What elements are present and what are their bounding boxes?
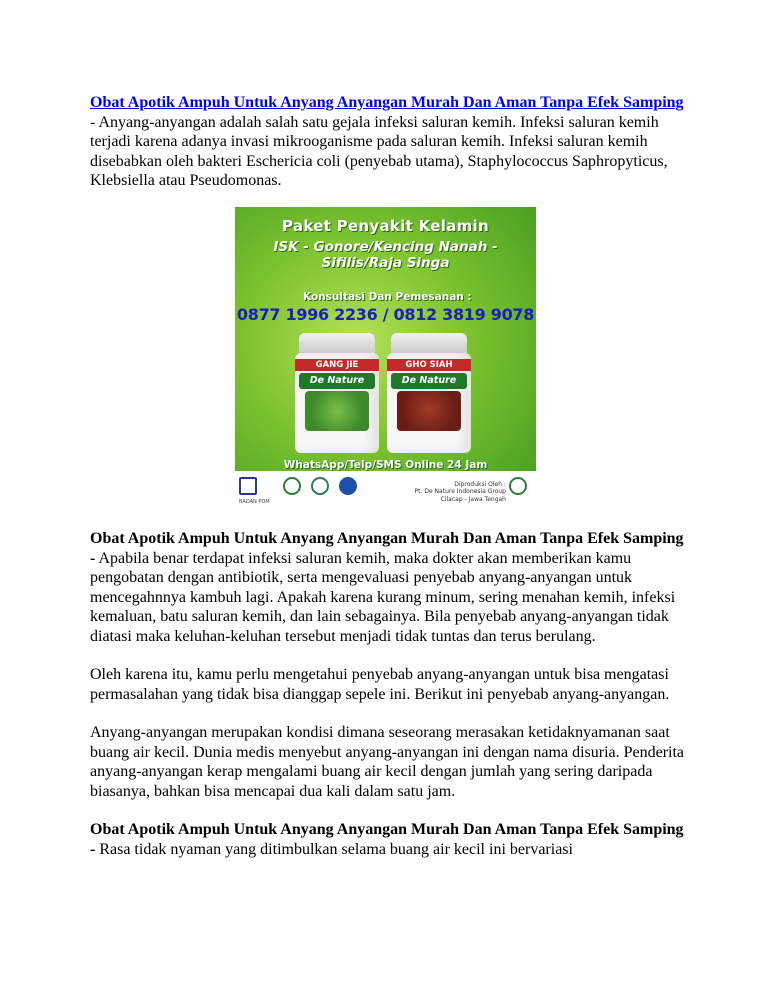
paragraph-4: Anyang-anyangan merupakan kondisi dimana seseorang merasakan ketidaknyamanan saat buang air kecil. Dunia medis menyebut anyang-anyangan ini dengan nama disuria. Penderita anyang-anyangan kerap mengalami buang air kecil dengan jumlah yang sering daripada biasanya, bahkan bisa mencapai dua kali dalam satu jam. <box>90 724 685 800</box>
document-body <box>90 93 690 210</box>
title-link[interactable]: Obat Apotik Ampuh Untuk Anyang Anyangan Murah Dan Aman Tanpa Efek Samping <box>90 94 684 111</box>
jar-brand: De Nature <box>299 373 375 389</box>
halal-seal-icon <box>311 477 329 495</box>
paragraph-2-heading: Obat Apotik Ampuh Untuk Anyang Anyangan Murah Dan Aman Tanpa Efek Samping - <box>90 530 684 567</box>
producer-info: Diproduksi Oleh : Pt. De Nature Indonesia Group Cilacap - Jawa Tengah <box>414 480 506 503</box>
jar-lid <box>391 333 467 355</box>
paragraph-2 <box>90 529 690 646</box>
paragraph-5 <box>90 820 690 859</box>
product-promo-image <box>235 207 536 507</box>
promo-consult-label: Konsultasi Dan Pemesanan : <box>303 291 472 303</box>
document-body-continued <box>90 529 690 859</box>
jar-label: GHO SIAH <box>387 359 471 371</box>
product-jar-gang-jie <box>295 333 379 453</box>
intro-text: - Anyang-anyangan adalah salah satu gejala infeksi saluran kemih. Infeksi saluran kemih terjadi karena adanya invasi mikrooganisme pada saluran kemih. Infeksi saluran kemih disebabkan oleh bakteri Eschericia coli (penyebab utama), Staphylococcus Saphropyticus, Klebsiella atau Pseudomonas. <box>90 113 668 189</box>
badan-pom-logo-icon <box>239 477 257 495</box>
promo-subheadline: ISK - Gonore/Kencing Nanah - Sifilis/Raja Singa <box>273 239 498 271</box>
leaf-seal-icon <box>283 477 301 495</box>
jar-brand: De Nature <box>391 373 467 389</box>
promo-headline: Paket Penyakit Kelamin <box>282 217 489 235</box>
paragraph-5-text: Rasa tidak nyaman yang ditimbulkan selama buang air kecil ini bervariasi <box>95 840 573 858</box>
herb-powder-image <box>397 391 461 431</box>
herb-leaf-image <box>305 391 369 431</box>
promo-contact-hours: WhatsApp/Telp/SMS Online 24 Jam <box>283 459 488 471</box>
paragraph-5-heading: Obat Apotik Ampuh Untuk Anyang Anyangan Murah Dan Aman Tanpa Efek Samping - <box>90 821 684 858</box>
promo-footer <box>235 471 536 507</box>
promo-phone-number: 0877 1996 2236 / 0812 3819 9078 <box>236 305 535 324</box>
intro-paragraph <box>90 93 690 191</box>
paragraph-3: Oleh karena itu, kamu perlu mengetahui penyebab anyang-anyangan untuk bisa mengatasi permasalahan yang tidak bisa dianggap sepele ini. Berikut ini penyebab anyang-anyangan. <box>90 666 670 703</box>
iso-seal-icon <box>339 477 357 495</box>
paragraph-2-text: Apabila benar terdapat infeksi saluran kemih, maka dokter akan memberikan kamu pengobatan dengan antibiotik, serta mengevaluasi penyebab anyang-anyangan untuk mencegahnnya kambuh lagi. Apakah karena kurang minum, sering menahan kemih, infeksi kemaluan, batu saluran kemih, dan lain sebagainya. Bila penyebab anyang-anyangan tidak diatasi maka keluhan-keluhan tersebut menjadi tidak tuntas dan terus berulang. <box>90 549 676 645</box>
badan-pom-label: BADAN POM <box>239 499 270 505</box>
company-logo-icon <box>509 477 527 495</box>
product-jar-gho-siah <box>387 333 471 453</box>
jar-lid <box>299 333 375 355</box>
jar-label: GANG JIE <box>295 359 379 371</box>
